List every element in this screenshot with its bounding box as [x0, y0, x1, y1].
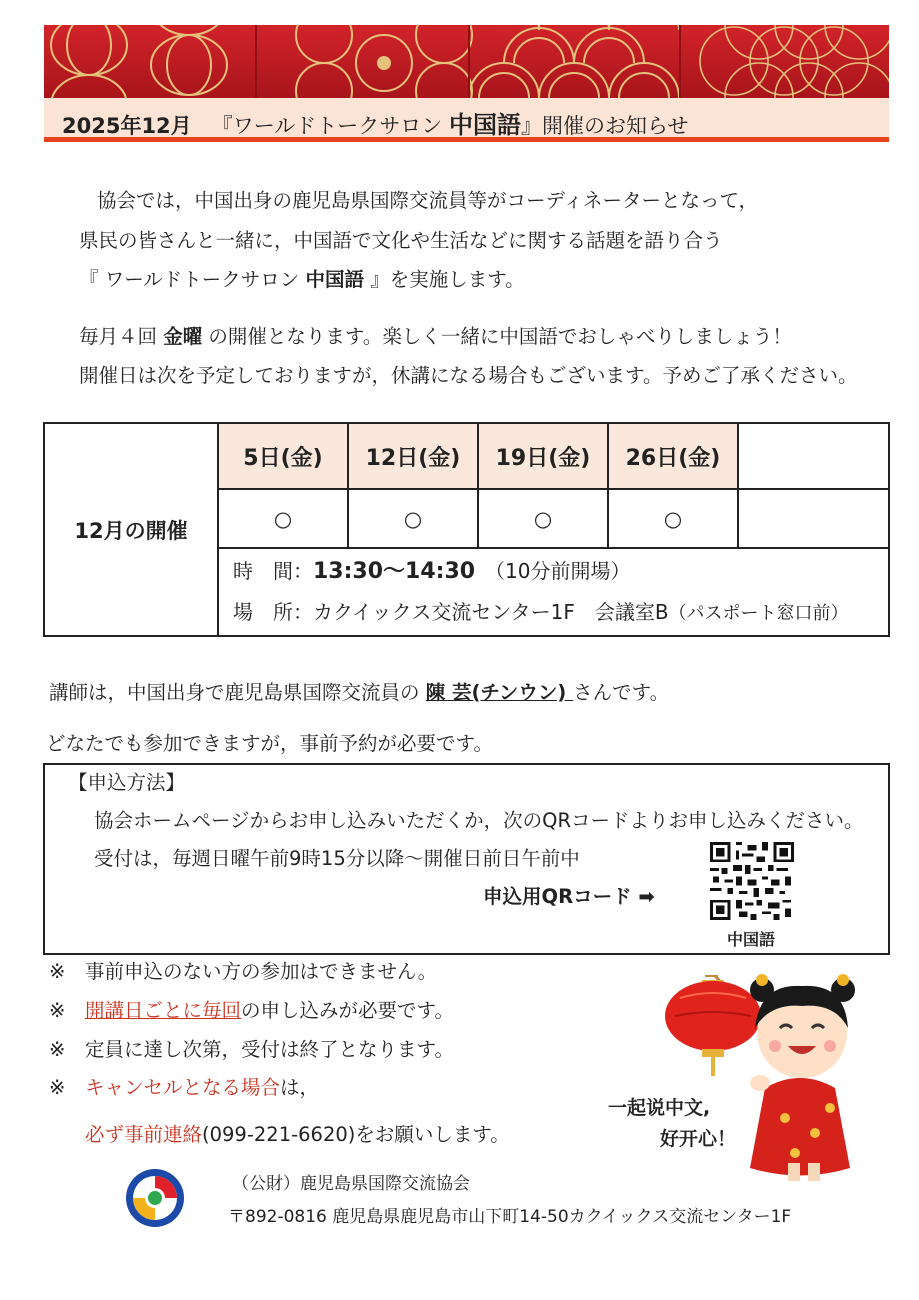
- title-post: 』開催のお知らせ: [520, 114, 689, 138]
- mascot-illustration: [650, 958, 865, 1188]
- apply-line-1: 協会ホームページからお申し込みいただくか，次のQRコードよりお申し込みください。: [94, 809, 864, 832]
- mascot-speech-line-2: 好开心！: [660, 1128, 737, 1150]
- mark-cell: ○: [478, 489, 608, 548]
- intro-line-5: 開催日は次を予定しておりますが，休講になる場合もございます。予めご了承ください。: [79, 364, 858, 387]
- place-row: 場 所：カクイックス交流センター1F 会議室B（パスポート窓口前）: [233, 599, 849, 624]
- qr-caption: 中国語: [727, 930, 776, 949]
- mark-cell: ○: [348, 489, 478, 548]
- footer-address: 〒892-0816 鹿児島県鹿児島市山下町14-50カクイックス交流センター1F: [228, 1207, 792, 1227]
- intro-line-2: 県民の皆さんと一緒に，中国語で文化や生活などに関する話題を語り合う: [79, 229, 723, 252]
- mark-cell: ○: [218, 489, 348, 548]
- title-date: 2025年12月: [62, 114, 192, 138]
- mark-cell: ○: [608, 489, 738, 548]
- reservation-note: どなたでも参加できますが，事前予約が必要です。: [46, 732, 493, 755]
- note-1: ※ 事前申込のない方の参加はできません。: [49, 960, 438, 983]
- intro-line-1: 協会では，中国出身の鹿児島県国際交流員等がコーディネーターとなって，: [97, 189, 759, 212]
- page-title: [62, 105, 688, 140]
- date-cell: 5日(金): [218, 423, 348, 489]
- organization-logo: [124, 1167, 186, 1229]
- instructor-name: 陳 芸(チンウン): [425, 681, 574, 704]
- date-cell: 26日(金): [608, 423, 738, 489]
- date-cell-empty: [738, 423, 889, 489]
- instructor-line: 講師は，中国出身で鹿児島県国際交流員の 陳 芸(チンウン) さんです。: [49, 681, 670, 704]
- footer-org: （公財）鹿児島県国際交流協会: [232, 1174, 470, 1194]
- mark-cell-empty: [738, 489, 889, 548]
- schedule-table: [43, 422, 890, 637]
- apply-line-2: 受付は，毎週日曜午前9時15分以降〜開催日前日午前中: [94, 847, 580, 870]
- apply-heading: 【申込方法】: [68, 771, 186, 794]
- schedule-label: 12月の開催: [44, 423, 218, 636]
- time-place-cell: [218, 548, 889, 636]
- time-row: 時 間：13:30〜14:30 （10分前開場）: [233, 558, 631, 584]
- title-bar: [44, 98, 889, 142]
- note-2: ※ 開講日ごとに毎回の申し込みが必要です。: [49, 999, 454, 1022]
- decorative-banner: [44, 25, 889, 98]
- mascot-speech-line-1: 一起说中文,: [608, 1097, 711, 1119]
- note-4: ※ キャンセルとなる場合は，: [49, 1076, 320, 1099]
- note-5: 必ず事前連絡(099-221-6620)をお願いします。: [85, 1123, 510, 1146]
- title-pre: 『ワールドトークサロン: [211, 114, 449, 138]
- intro-line-4: 毎月４回 金曜 の開催となります。楽しく一緒に中国語でおしゃべりしましょう！: [79, 325, 792, 348]
- qr-code[interactable]: [709, 842, 795, 920]
- note-3: ※ 定員に達し次第，受付は終了となります。: [49, 1038, 454, 1061]
- date-cell: 12日(金): [348, 423, 478, 489]
- intro-line-3: 『 ワールドトークサロン 中国語 』を実施します。: [79, 268, 525, 291]
- title-language: 中国語: [448, 111, 521, 139]
- date-cell: 19日(金): [478, 423, 608, 489]
- qr-label: 申込用QRコード ➡: [483, 885, 655, 908]
